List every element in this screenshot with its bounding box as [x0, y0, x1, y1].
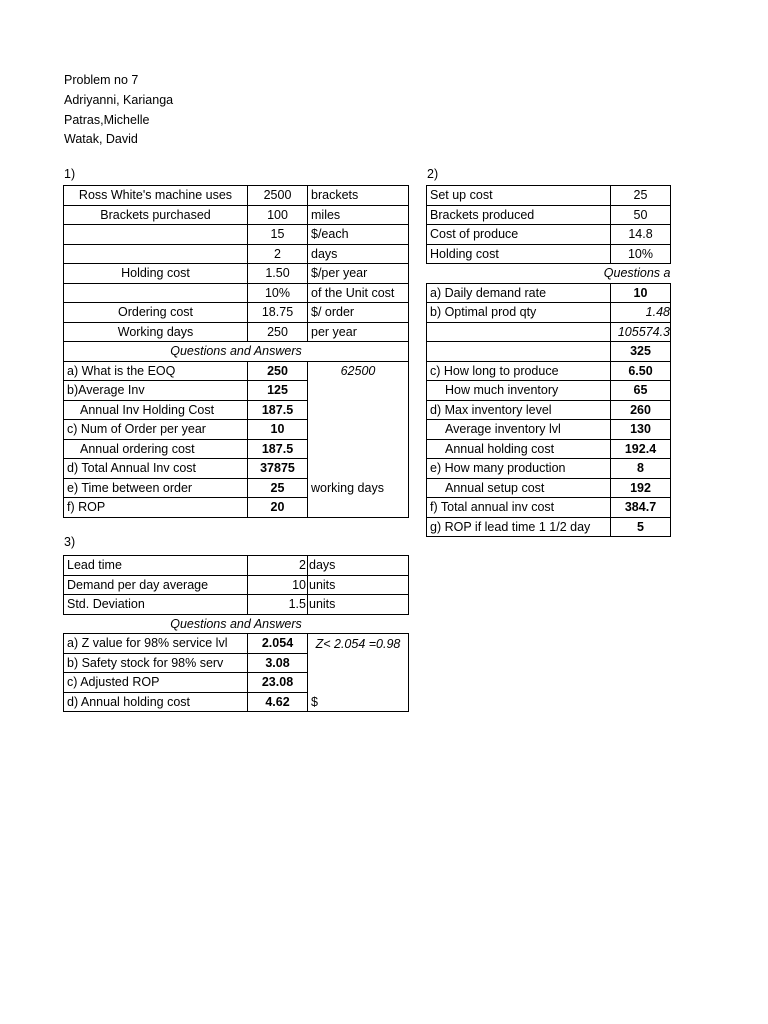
table-row [64, 420, 409, 440]
cell-value: 18.75 [248, 303, 308, 323]
answer: 130 [611, 420, 671, 440]
question: d) Max inventory level [427, 400, 611, 420]
table-row [64, 361, 409, 381]
table-row [427, 420, 671, 440]
table-row [64, 692, 409, 712]
question: f) Total annual inv cost [427, 498, 611, 518]
question: g) ROP if lead time 1 1/2 day [427, 517, 611, 537]
qa-caption-row [64, 614, 409, 634]
cell-label: Working days [64, 322, 248, 342]
answer: 23.08 [248, 673, 308, 693]
question: c) Adjusted ROP [64, 673, 248, 693]
table-row [427, 400, 671, 420]
table-row [64, 322, 409, 342]
answer: 25 [248, 478, 308, 498]
cell-unit: brackets [308, 186, 409, 206]
cell-label: Brackets purchased [64, 205, 248, 225]
cell-value: 1.5 [248, 595, 308, 615]
table-row [427, 205, 671, 225]
note [308, 381, 409, 401]
cell-unit: days [308, 244, 409, 264]
table-row [427, 225, 671, 245]
cell-label: Set up cost [427, 186, 611, 206]
cell-label: Brackets produced [427, 205, 611, 225]
cell-unit: days [308, 556, 409, 576]
cell-value: 2 [248, 244, 308, 264]
question: a) Daily demand rate [427, 283, 611, 303]
answer: 192.4 [611, 439, 671, 459]
answer: 3.08 [248, 653, 308, 673]
question: b) Optimal prod qty [427, 303, 611, 323]
answer: 250 [248, 361, 308, 381]
table-row [64, 498, 409, 518]
table-row [427, 517, 671, 537]
qa-caption: Questions and Answers [64, 342, 409, 362]
cell-value: 15 [248, 225, 308, 245]
table-row [427, 381, 671, 401]
answer: 20 [248, 498, 308, 518]
table-row [64, 439, 409, 459]
cell-label [64, 283, 248, 303]
cell-value: 100 [248, 205, 308, 225]
cell-value: 2 [248, 556, 308, 576]
question: d) Annual holding cost [64, 692, 248, 712]
cell-value: 14.8 [611, 225, 671, 245]
table-row [427, 322, 671, 342]
table-row [427, 439, 671, 459]
question: b)Average Inv [64, 381, 248, 401]
question: a) What is the EOQ [64, 361, 248, 381]
cell-label: Holding cost [64, 264, 248, 284]
note: $ [308, 692, 409, 712]
table-row [64, 381, 409, 401]
author-1: Adriyanni, Karianga [64, 93, 174, 107]
question: e) Time between order [64, 478, 248, 498]
question: Annual setup cost [427, 478, 611, 498]
cell-unit: $/ order [308, 303, 409, 323]
table-row [64, 595, 409, 615]
cell-label: Lead time [64, 556, 248, 576]
answer: 65 [611, 381, 671, 401]
table-row [64, 478, 409, 498]
question: Annual ordering cost [64, 439, 248, 459]
question: c) How long to produce [427, 361, 611, 381]
question: Annual Inv Holding Cost [64, 400, 248, 420]
table-row [427, 283, 671, 303]
question: Annual holding cost [427, 439, 611, 459]
note [308, 673, 409, 693]
answer: 105574.3 [611, 322, 671, 342]
qa-caption-row [427, 264, 671, 284]
qa-caption: Questions and Answers [170, 616, 302, 631]
answer: 187.5 [248, 400, 308, 420]
section-3-table [63, 555, 409, 712]
answer: 5 [611, 517, 671, 537]
question: b) Safety stock for 98% serv [64, 653, 248, 673]
section-3-label: 3) [64, 535, 76, 549]
cell-unit: units [308, 575, 409, 595]
answer: 8 [611, 459, 671, 479]
question [427, 322, 611, 342]
section-1-label: 1) [64, 167, 76, 181]
cell-value: 10% [248, 283, 308, 303]
note [308, 439, 409, 459]
cell-label: Ross White's machine uses [64, 186, 248, 206]
problem-title: Problem no 7 [64, 73, 139, 87]
answer: 384.7 [611, 498, 671, 518]
qa-caption: Questions a [603, 266, 671, 281]
table-row [64, 186, 409, 206]
cell-value: 2500 [248, 186, 308, 206]
answer: 125 [248, 381, 308, 401]
table-row [64, 653, 409, 673]
table-row [64, 575, 409, 595]
question: c) Num of Order per year [64, 420, 248, 440]
note: 62500 [308, 361, 409, 381]
cell-label [64, 225, 248, 245]
section-2-label: 2) [427, 167, 439, 181]
question: d) Total Annual Inv cost [64, 459, 248, 479]
answer: 10 [611, 283, 671, 303]
cell-unit: miles [308, 205, 409, 225]
cell-value: 50 [611, 205, 671, 225]
note [308, 400, 409, 420]
cell-label: Holding cost [427, 244, 611, 264]
cell-label: Cost of produce [427, 225, 611, 245]
table-row [427, 244, 671, 264]
author-3: Watak, David [64, 132, 138, 146]
question: e) How many production [427, 459, 611, 479]
table-row [427, 361, 671, 381]
table-row [64, 303, 409, 323]
note: Z< 2.054 =0.98 [308, 634, 409, 654]
answer: 10 [248, 420, 308, 440]
answer: 6.50 [611, 361, 671, 381]
cell-value: 10% [611, 244, 671, 264]
table-row [64, 205, 409, 225]
qa-caption-row [64, 342, 409, 362]
answer: 4.62 [248, 692, 308, 712]
table-row [64, 556, 409, 576]
question: f) ROP [64, 498, 248, 518]
answer: 1.48 [611, 303, 671, 323]
answer: 260 [611, 400, 671, 420]
cell-value: 1.50 [248, 264, 308, 284]
table-row [427, 459, 671, 479]
cell-unit: per year [308, 322, 409, 342]
question: Average inventory lvl [427, 420, 611, 440]
cell-unit: $/per year [308, 264, 409, 284]
note [308, 420, 409, 440]
cell-label: Demand per day average [64, 575, 248, 595]
note [308, 653, 409, 673]
answer: 187.5 [248, 439, 308, 459]
cell-unit: units [308, 595, 409, 615]
author-2: Patras,Michelle [64, 113, 150, 127]
answer: 192 [611, 478, 671, 498]
cell-unit: of the Unit cost [308, 283, 409, 303]
table-row [64, 400, 409, 420]
section-1-table [63, 185, 409, 518]
table-row [64, 459, 409, 479]
cell-label [64, 244, 248, 264]
table-row [64, 264, 409, 284]
cell-value: 250 [248, 322, 308, 342]
cell-value: 25 [611, 186, 671, 206]
table-row [427, 478, 671, 498]
cell-unit: $/each [308, 225, 409, 245]
note [308, 459, 409, 479]
cell-value: 10 [248, 575, 308, 595]
answer: 325 [611, 342, 671, 362]
table-row [64, 634, 409, 654]
question: How much inventory [427, 381, 611, 401]
note [308, 498, 409, 518]
cell-label: Ordering cost [64, 303, 248, 323]
table-row [427, 498, 671, 518]
table-row [64, 673, 409, 693]
cell-label: Std. Deviation [64, 595, 248, 615]
table-row [427, 186, 671, 206]
question: a) Z value for 98% service lvl [64, 634, 248, 654]
table-row [64, 225, 409, 245]
section-2-table [426, 185, 671, 537]
table-row [64, 283, 409, 303]
table-row [427, 303, 671, 323]
table-row [427, 342, 671, 362]
note: working days [308, 478, 409, 498]
question [427, 342, 611, 362]
answer: 37875 [248, 459, 308, 479]
table-row [64, 244, 409, 264]
answer: 2.054 [248, 634, 308, 654]
